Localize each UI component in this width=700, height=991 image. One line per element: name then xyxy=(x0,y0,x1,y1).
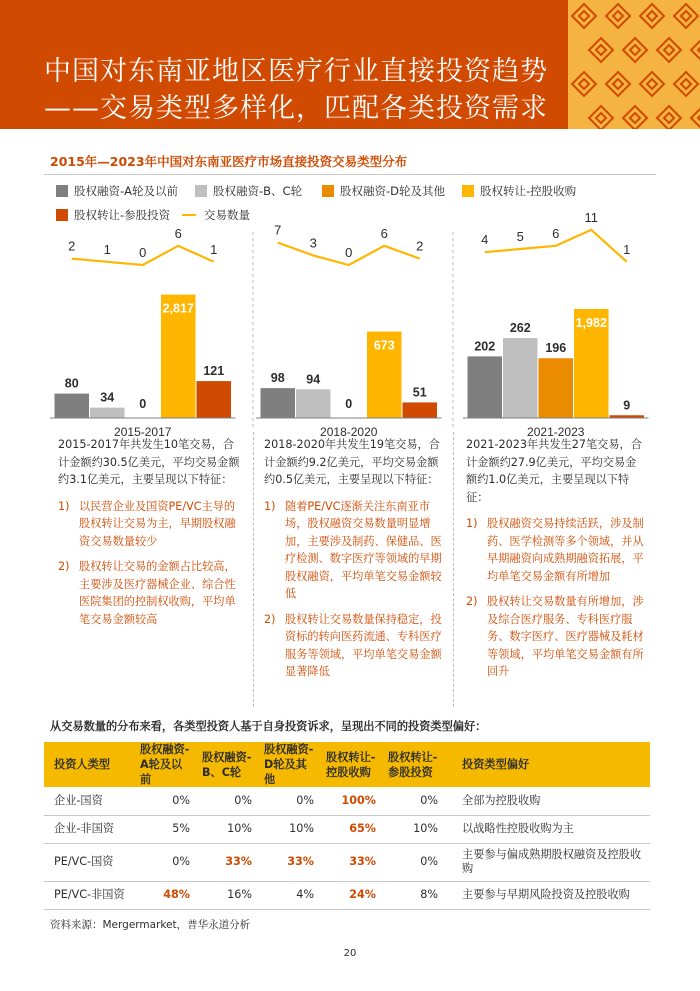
header-control: 股权转让-控股收购 xyxy=(320,742,382,787)
bar xyxy=(539,358,574,418)
bar-value-label: 34 xyxy=(100,390,115,405)
deal-count-label: 1 xyxy=(210,241,218,257)
bar-value-label: 121 xyxy=(203,364,225,379)
period-label: 2018-2020 xyxy=(320,425,378,439)
cell-percentage: 0% xyxy=(382,787,444,815)
deal-count-label: 1 xyxy=(623,241,631,257)
header-minority: 股权转让-参股投资 xyxy=(382,742,444,787)
cell-percentage: 65% xyxy=(320,815,382,843)
bar-value-label: 0 xyxy=(345,397,353,411)
bar xyxy=(197,381,232,418)
cell-preference: 以战略性控股收购为主 xyxy=(444,815,650,843)
bar xyxy=(468,356,503,418)
bar-value-label: 94 xyxy=(306,372,321,387)
bar-value-label: 673 xyxy=(373,338,395,353)
page-title-line2: ——交易类型多样化，匹配各类投资需求 xyxy=(44,93,548,124)
cell-investor-type: PE/VC-国资 xyxy=(44,843,134,881)
cell-investor-type: 企业-非国资 xyxy=(44,815,134,843)
bar xyxy=(55,394,90,418)
panel-point xyxy=(58,558,241,628)
table-intro-note: 从交易数量的分布来看，各类型投资人基于自身投资诉求，呈现出不同的投资类型偏好： xyxy=(50,720,487,733)
point-number: 2) xyxy=(264,612,276,626)
panel-point xyxy=(466,515,646,585)
investor-preference-table xyxy=(44,742,650,910)
legend-label: 股权融资-B、C轮 xyxy=(213,184,303,198)
deal-count-label: 0 xyxy=(345,245,353,260)
deal-count-label: 5 xyxy=(516,229,524,244)
point-number: 2) xyxy=(466,595,478,608)
point-text: 股权融资交易持续活跃，涉及制药、医学检测等多个领域，并从早期融资向成熟期融资拓展，平均单笔交易金额有所增加 xyxy=(487,517,644,583)
deal-count-label: 7 xyxy=(274,222,282,238)
table-row xyxy=(44,881,650,909)
header-investor-type: 投资人类型 xyxy=(44,742,134,787)
point-text: 股权转让交易数量保持稳定，投资标的转向医药流通、专科医疗服务等领域，平均单笔交易金额显著降低 xyxy=(285,612,442,678)
panel-2021-2023 xyxy=(466,436,646,689)
deal-count-label: 4 xyxy=(481,232,489,248)
point-number: 1) xyxy=(58,499,70,513)
cell-percentage: 0% xyxy=(196,787,258,815)
deal-count-label: 11 xyxy=(584,209,598,225)
cell-preference: 主要参与早期风险投资及控股收购 xyxy=(444,881,650,909)
deal-count-label: 6 xyxy=(552,225,560,241)
deal-count-label: 3 xyxy=(309,235,317,251)
legend-label: 交易数量 xyxy=(204,208,250,222)
cell-percentage: 24% xyxy=(320,881,382,909)
point-text: 股权转让交易数量有所增加，涉及综合医疗服务、专科医疗服务、数字医疗、医疗器械及耗材等领域，平均单笔交易金额有所回升 xyxy=(487,595,644,678)
cell-percentage: 0% xyxy=(134,787,196,815)
bar xyxy=(90,408,125,418)
panel-point xyxy=(264,498,444,603)
bar-value-label: 2,817 xyxy=(162,301,194,316)
deal-count-label: 6 xyxy=(174,225,182,241)
bar-value-label: 262 xyxy=(509,321,531,336)
point-text: 股权转让交易的金额占比较高，主要涉及医疗器械企业、综合性医院集团的控制权收购，平均单笔交易金额较高 xyxy=(79,560,236,626)
bar-value-label: 51 xyxy=(412,385,427,400)
bar-value-label: 0 xyxy=(139,397,147,411)
point-number: 1) xyxy=(466,517,478,530)
panel-divider xyxy=(253,432,254,707)
cell-percentage: 8% xyxy=(382,881,444,909)
chart-title: 2015年—2023年中国对东南亚医疗市场直接投资交易类型分布 xyxy=(50,154,408,169)
cell-percentage: 100% xyxy=(320,787,382,815)
cell-percentage: 10% xyxy=(196,815,258,843)
deal-count-label: 0 xyxy=(139,245,147,260)
cell-preference: 全部为控股收购 xyxy=(444,787,650,815)
bar xyxy=(296,389,331,418)
table-row xyxy=(44,815,650,843)
legend-label: 股权融资-A轮及以前 xyxy=(74,184,179,198)
legend-label: 股权转让-控股收购 xyxy=(480,184,577,198)
period-label: 2015-2017 xyxy=(114,425,172,439)
panel-intro: 2018-2020年共发生19笔交易，合计金额约9.2亿美元，平均交易金额约0.5亿美元，主要呈现以下特征： xyxy=(264,438,440,486)
cell-investor-type: PE/VC-非国资 xyxy=(44,881,134,909)
bar-value-label: 1,982 xyxy=(575,315,607,330)
cell-percentage: 10% xyxy=(382,815,444,843)
cell-investor-type: 企业-国资 xyxy=(44,787,134,815)
bar xyxy=(503,338,538,418)
header-a-round: 股权融资-A轮及以前 xyxy=(134,742,196,787)
source-note: 资料来源：Mergermarket，普华永道分析 xyxy=(50,919,251,931)
legend-label: 股权转让-参股投资 xyxy=(74,208,171,222)
point-number: 1) xyxy=(264,499,276,513)
cell-percentage: 33% xyxy=(258,843,320,881)
panel-point xyxy=(466,593,646,681)
cell-percentage: 0% xyxy=(382,843,444,881)
header-d-round: 股权融资-D轮及其他 xyxy=(258,742,320,787)
cell-percentage: 0% xyxy=(134,843,196,881)
table-row xyxy=(44,843,650,881)
deal-count-label: 6 xyxy=(380,225,388,241)
point-number: 2) xyxy=(58,560,70,573)
cell-percentage: 16% xyxy=(196,881,258,909)
header-bc-round: 股权融资-B、C轮 xyxy=(196,742,258,787)
panel-intro: 2021-2023年共发生27笔交易，合计金额约27.9亿美元，平均交易金额约1.0亿美元，主要呈现以下特征： xyxy=(466,438,642,504)
cell-percentage: 33% xyxy=(196,843,258,881)
legend-label: 股权融资-D轮及其他 xyxy=(340,184,446,198)
table-header-row xyxy=(44,742,650,787)
deal-count-label: 2 xyxy=(68,238,76,254)
cell-percentage: 33% xyxy=(320,843,382,881)
cell-percentage: 4% xyxy=(258,881,320,909)
header-preference: 投资类型偏好 xyxy=(444,742,650,787)
bar xyxy=(261,388,296,418)
panel-point xyxy=(58,498,241,551)
cell-preference: 主要参与偏成熟期股权融资及控股收购 xyxy=(444,843,650,881)
cell-percentage: 48% xyxy=(134,881,196,909)
bar xyxy=(403,402,438,418)
point-text: 以民营企业及国资PE/VC主导的股权转让交易为主，早期股权融资交易数量较少 xyxy=(79,499,236,548)
bar-value-label: 80 xyxy=(64,376,79,391)
deal-count-label: 1 xyxy=(103,241,111,257)
bar-value-label: 196 xyxy=(545,341,567,356)
cell-percentage: 10% xyxy=(258,815,320,843)
point-text: 随着PE/VC逐渐关注东南亚市场，股权融资交易数量明显增加，主要涉及制药、保健品、医疗检测、数字医疗等领域的早期股权融资，平均单笔交易金额较低 xyxy=(285,499,442,600)
page-number: 20 xyxy=(343,948,357,959)
bar-value-label: 98 xyxy=(270,371,285,386)
page-title-line1: 中国对东南亚地区医疗行业直接投资趋势 xyxy=(44,56,548,87)
table-row xyxy=(44,787,650,815)
cell-percentage: 0% xyxy=(258,787,320,815)
period-label: 2021-2023 xyxy=(527,425,585,439)
bar-value-label: 9 xyxy=(623,398,631,413)
panel-2018-2020 xyxy=(264,436,444,689)
panel-point xyxy=(264,611,444,681)
deal-count-label: 2 xyxy=(416,238,424,254)
bar-value-label: 202 xyxy=(474,339,496,354)
panel-2015-2017 xyxy=(58,436,241,636)
cell-percentage: 5% xyxy=(134,815,196,843)
panel-divider xyxy=(453,432,454,707)
panel-intro: 2015-2017年共发生10笔交易，合计金额约30.5亿美元，平均交易金额约3.1亿美元，主要呈现以下特征： xyxy=(58,438,240,486)
